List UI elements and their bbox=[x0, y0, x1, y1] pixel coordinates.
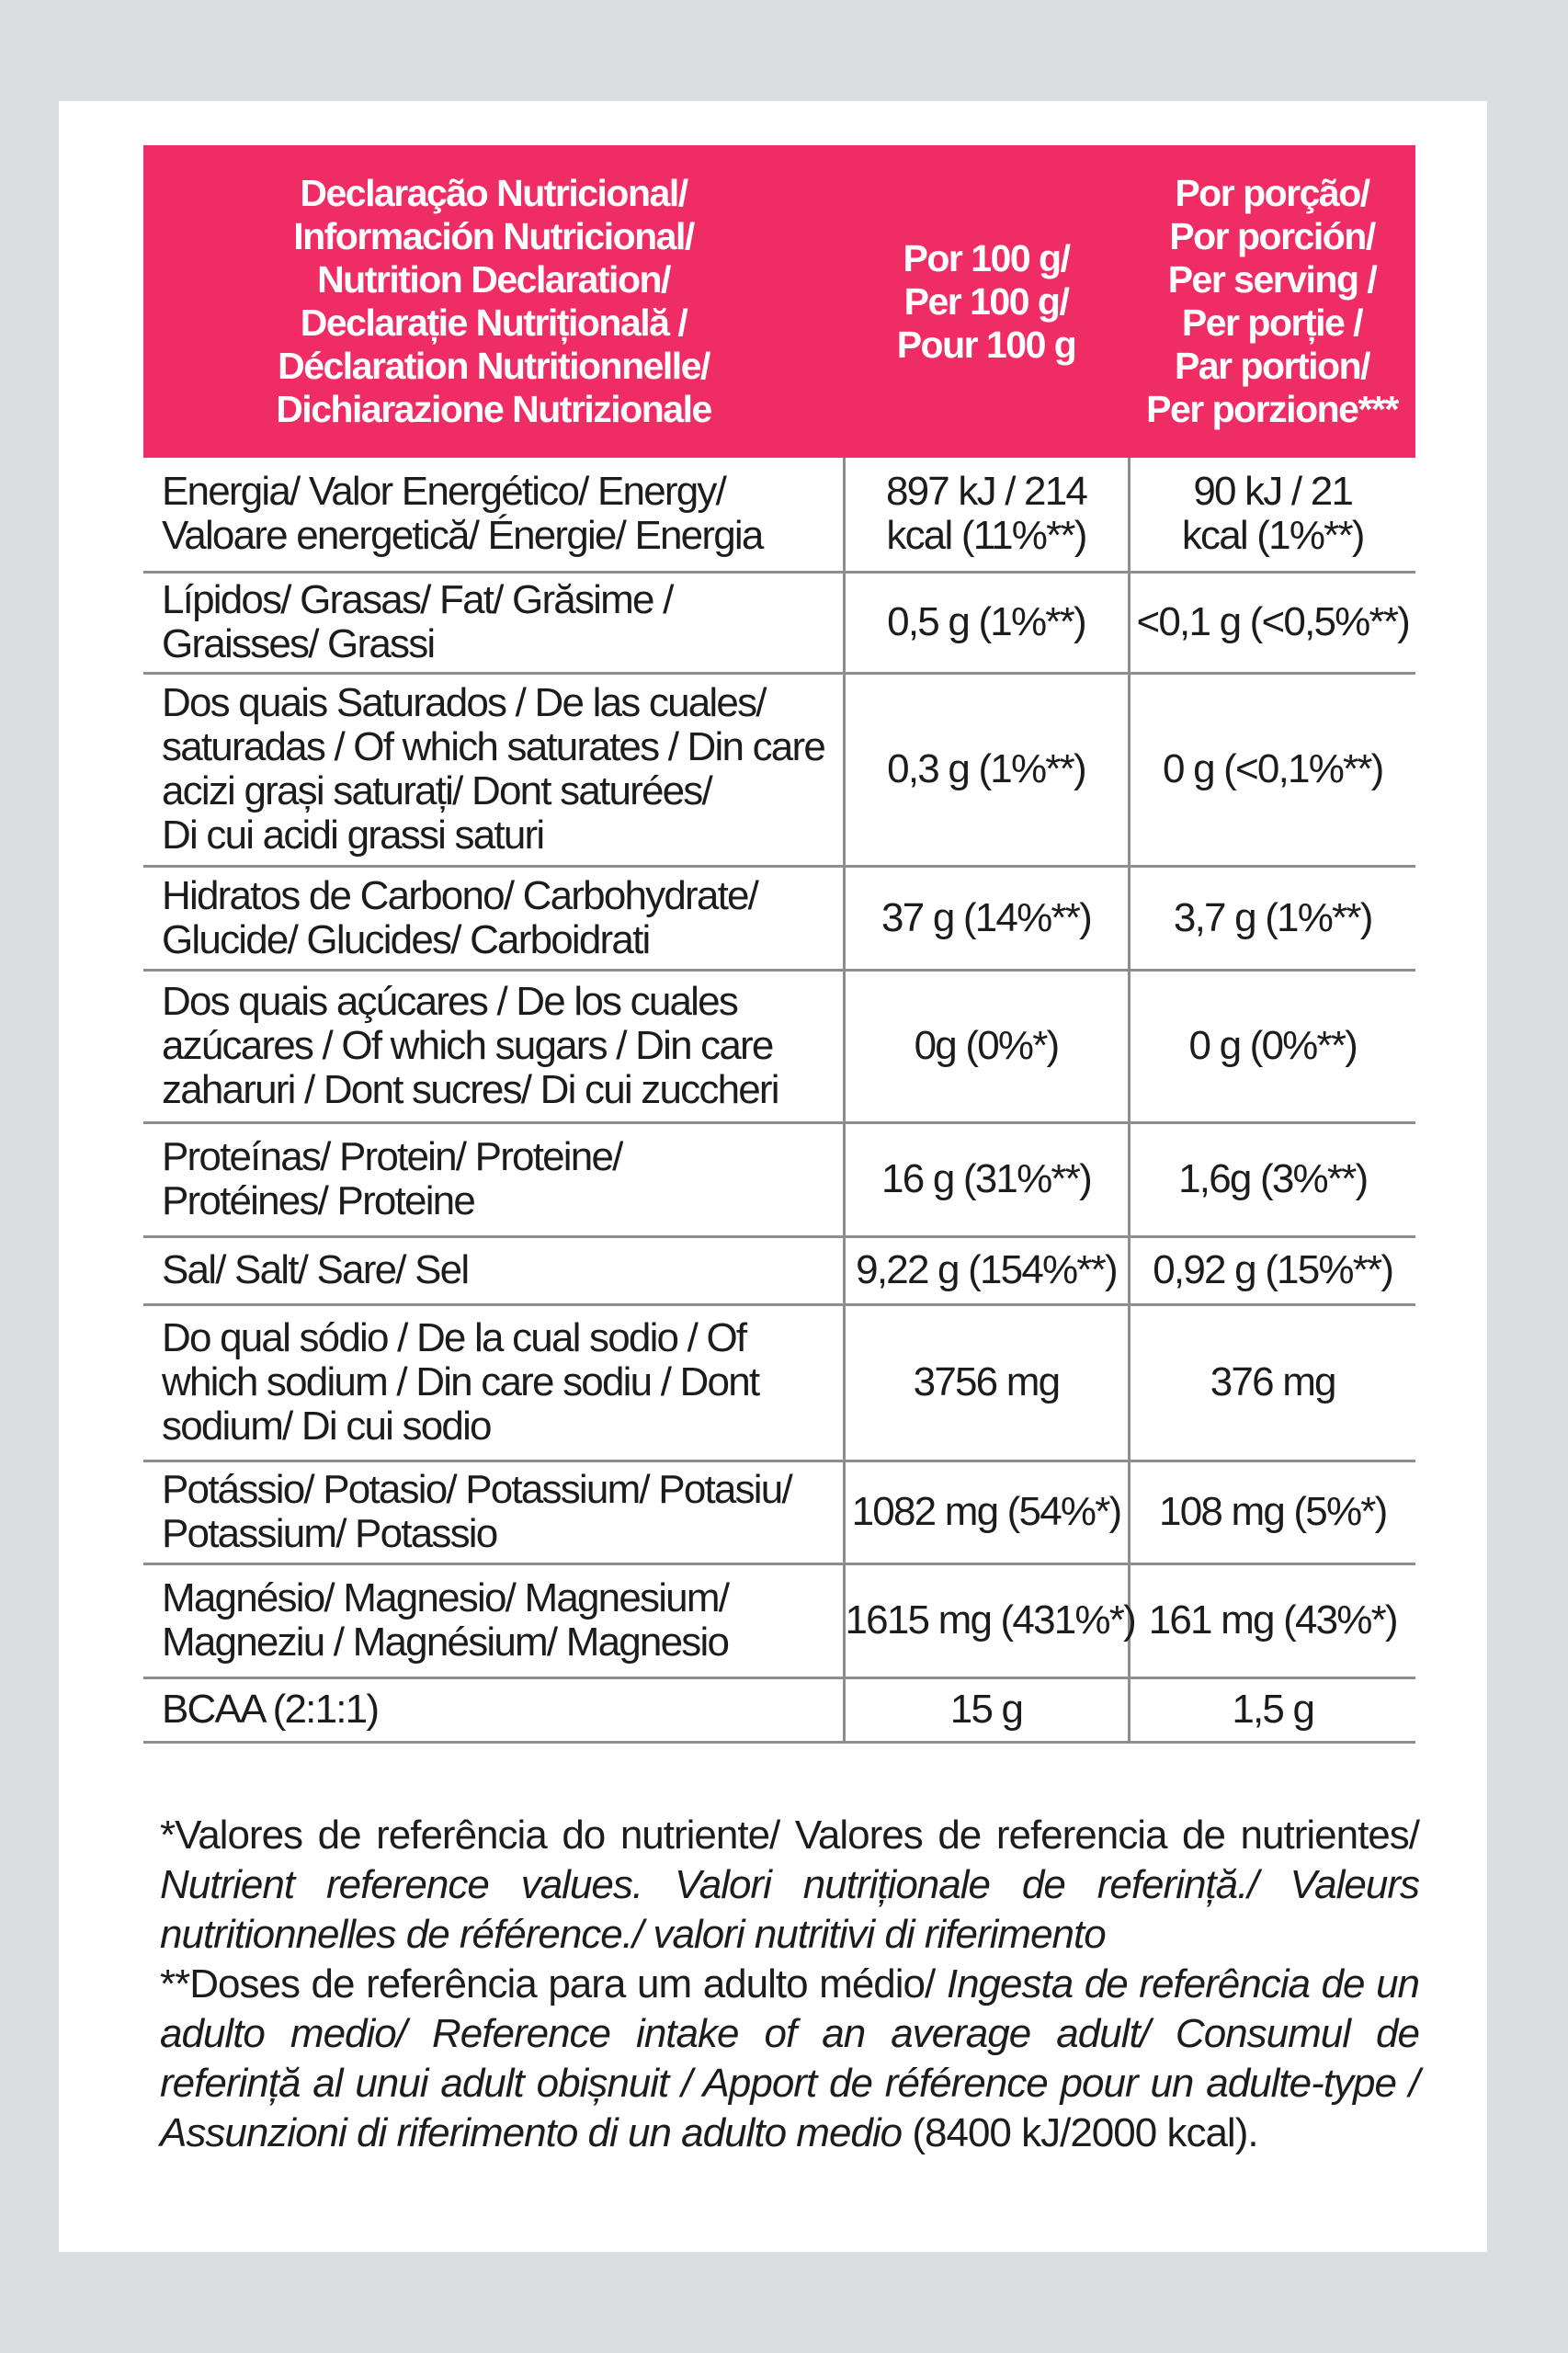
table-row bbox=[143, 458, 1415, 572]
header-nutrient bbox=[143, 145, 844, 458]
table-row bbox=[143, 1461, 1415, 1563]
header-line: Dichiarazione Nutrizionale bbox=[276, 388, 711, 430]
per-serving-cell bbox=[1129, 866, 1415, 970]
header-line: Información Nutricional/ bbox=[293, 215, 694, 257]
cell-line: Magnésio/ Magnesio/ Magnesium/ bbox=[162, 1575, 729, 1620]
cell-line: <0,1 g (<0,5%**) bbox=[1136, 599, 1410, 644]
per-100g-cell bbox=[844, 572, 1129, 673]
per-serving-cell bbox=[1129, 970, 1415, 1122]
header-per-serving bbox=[1129, 145, 1415, 458]
footnote-reference-intake bbox=[160, 1960, 1419, 2158]
nutrient-name-cell bbox=[143, 1461, 844, 1563]
per-100g-cell bbox=[844, 970, 1129, 1122]
nutrient-name-cell bbox=[143, 572, 844, 673]
header-line: Por porção/ bbox=[1175, 172, 1369, 214]
cell-line: Potassium/ Potassio bbox=[162, 1511, 497, 1556]
table-row bbox=[143, 970, 1415, 1122]
header-line: Declarație Nutrițională / bbox=[300, 301, 687, 344]
cell-line: 90 kJ / 21 bbox=[1193, 469, 1353, 515]
cell-line: Protéines/ Proteine bbox=[162, 1178, 475, 1223]
per-100g-cell bbox=[844, 1236, 1129, 1304]
nutrient-name-cell bbox=[143, 1236, 844, 1304]
per-serving-cell bbox=[1129, 458, 1415, 572]
cell-line: 108 mg (5%*) bbox=[1159, 1489, 1387, 1534]
nutrient-name-cell bbox=[143, 1304, 844, 1461]
nutrient-name-cell bbox=[143, 970, 844, 1122]
header-line: Per porzione*** bbox=[1146, 388, 1398, 430]
cell-line: which sodium / Din care sodiu / Dont bbox=[162, 1359, 759, 1404]
footnote-text: **Doses de referência para um adulto médio/ bbox=[160, 1961, 936, 2006]
table-row bbox=[143, 673, 1415, 866]
footnote-text: (8400 kJ/2000 kcal). bbox=[902, 2110, 1258, 2155]
per-100g-cell bbox=[844, 1122, 1129, 1236]
cell-line: Energia/ Valor Energético/ Energy/ bbox=[162, 469, 726, 515]
footnote-reference-values bbox=[160, 1811, 1419, 1960]
table-row bbox=[143, 1304, 1415, 1461]
cell-line: Potássio/ Potasio/ Potassium/ Potasiu/ bbox=[162, 1467, 791, 1512]
nutrient-name-cell bbox=[143, 1563, 844, 1677]
label-card bbox=[59, 101, 1487, 2252]
header-line: Par portion/ bbox=[1174, 345, 1370, 387]
cell-line: 0 g (0%**) bbox=[1188, 1023, 1358, 1068]
nutrition-table-wrapper bbox=[143, 145, 1415, 1744]
per-100g-cell bbox=[844, 1677, 1129, 1742]
per-100g-cell bbox=[844, 673, 1129, 866]
per-serving-cell bbox=[1129, 1677, 1415, 1742]
nutrient-name-cell bbox=[143, 458, 844, 572]
per-serving-cell bbox=[1129, 1461, 1415, 1563]
cell-line: Do qual sódio / De la cual sodio / Of bbox=[162, 1315, 746, 1360]
cell-line: 0g (0%*) bbox=[914, 1023, 1059, 1068]
cell-line: BCAA (2:1:1) bbox=[162, 1687, 379, 1732]
footnote-text-italic: Nutrient reference values. Valori nutriționale de referință./ Valeurs nutritionnelles de référence./ valori nutritivi di riferimento bbox=[160, 1862, 1419, 1957]
header-line: Por 100 g/ bbox=[903, 236, 1070, 279]
header-line: Por porción/ bbox=[1169, 215, 1375, 257]
cell-line: kcal (1%**) bbox=[1181, 513, 1364, 559]
cell-line: 0,3 g (1%**) bbox=[887, 746, 1085, 791]
cell-line: 1082 mg (54%*) bbox=[851, 1489, 1121, 1534]
nutrient-name-cell bbox=[143, 673, 844, 866]
cell-line: 9,22 g (154%**) bbox=[856, 1247, 1117, 1292]
nutrient-name-cell bbox=[143, 1122, 844, 1236]
per-100g-cell bbox=[844, 866, 1129, 970]
cell-line: 16 g (31%**) bbox=[881, 1156, 1091, 1201]
cell-line: 15 g bbox=[949, 1687, 1023, 1732]
cell-line: 3,7 g (1%**) bbox=[1173, 894, 1372, 940]
table-header-row bbox=[143, 145, 1415, 458]
cell-line: sodium/ Di cui sodio bbox=[162, 1404, 491, 1449]
per-100g-cell bbox=[844, 458, 1129, 572]
cell-line: 1,5 g bbox=[1232, 1687, 1314, 1732]
per-serving-cell bbox=[1129, 673, 1415, 866]
cell-line: 0,5 g (1%**) bbox=[887, 599, 1085, 644]
cell-line: 0,92 g (15%**) bbox=[1153, 1247, 1393, 1292]
header-line: Per serving / bbox=[1167, 258, 1377, 301]
cell-line: azúcares / Of which sugars / Din care bbox=[162, 1023, 773, 1068]
nutrition-table bbox=[143, 145, 1415, 1744]
header-line: Declaração Nutricional/ bbox=[300, 172, 687, 214]
cell-line: 1,6g (3%**) bbox=[1178, 1156, 1368, 1201]
cell-line: Valoare energetică/ Énergie/ Energia bbox=[162, 513, 763, 559]
header-line: Déclaration Nutritionnelle/ bbox=[278, 345, 710, 387]
table-row bbox=[143, 1236, 1415, 1304]
header-per-100g bbox=[844, 145, 1129, 458]
cell-line: Hidratos de Carbono/ Carbohydrate/ bbox=[162, 872, 758, 918]
cell-line: acizi grași saturați/ Dont saturées/ bbox=[162, 768, 711, 813]
cell-line: Sal/ Salt/ Sare/ Sel bbox=[162, 1247, 469, 1292]
nutrient-name-cell bbox=[143, 866, 844, 970]
cell-line: 37 g (14%**) bbox=[881, 894, 1091, 940]
cell-line: Dos quais açúcares / De los cuales bbox=[162, 979, 738, 1024]
cell-line: Magneziu / Magnésium/ Magnesio bbox=[162, 1620, 729, 1665]
footnote-text-italic: Ingesta de referência de un adulto medio/ Reference intake of an average adult/ Consumul de referință al unui adult obișnuit / Apport de référence pour un adulte-type / Assunzioni di riferimento di un adulto medio bbox=[160, 1961, 1420, 2155]
per-serving-cell bbox=[1129, 572, 1415, 673]
cell-line: 897 kJ / 214 bbox=[885, 469, 1087, 515]
per-100g-cell bbox=[844, 1304, 1129, 1461]
per-100g-cell bbox=[844, 1563, 1135, 1677]
table-row bbox=[143, 1122, 1415, 1236]
header-line: Per porție / bbox=[1181, 301, 1363, 344]
table-row bbox=[143, 1677, 1415, 1742]
nutrition-table-body bbox=[143, 458, 1415, 1742]
footnote-text: *Valores de referência do nutriente/ Valores de referencia de nutrientes/ bbox=[160, 1813, 1419, 1858]
table-row bbox=[143, 1563, 1415, 1677]
cell-line: kcal (11%**) bbox=[886, 513, 1086, 559]
cell-line: Lípidos/ Grasas/ Fat/ Grăsime / bbox=[162, 577, 673, 622]
header-line: Pour 100 g bbox=[896, 323, 1076, 366]
cell-line: Proteínas/ Protein/ Proteine/ bbox=[162, 1134, 622, 1179]
per-serving-cell bbox=[1129, 1122, 1415, 1236]
cell-line: Glucide/ Glucides/ Carboidrati bbox=[162, 916, 650, 962]
table-row bbox=[143, 572, 1415, 673]
per-serving-cell bbox=[1129, 1236, 1415, 1304]
cell-line: Dos quais Saturados / De las cuales/ bbox=[162, 680, 766, 725]
header-line: Nutrition Declaration/ bbox=[317, 258, 670, 301]
header-line: Per 100 g/ bbox=[903, 279, 1069, 323]
cell-line: 161 mg (43%*) bbox=[1148, 1597, 1397, 1643]
footnotes bbox=[160, 1811, 1419, 2158]
cell-line: 0 g (<0,1%**) bbox=[1162, 746, 1383, 791]
nutrient-name-cell bbox=[143, 1677, 844, 1742]
cell-line: 3756 mg bbox=[913, 1359, 1060, 1404]
per-100g-cell bbox=[844, 1461, 1129, 1563]
cell-line: Graisses/ Grassi bbox=[162, 621, 435, 666]
table-row bbox=[143, 866, 1415, 970]
cell-line: 1615 mg (431%*) bbox=[845, 1597, 1135, 1643]
cell-line: 376 mg bbox=[1210, 1359, 1335, 1404]
per-serving-cell bbox=[1129, 1563, 1415, 1677]
cell-line: zaharuri / Dont sucres/ Di cui zuccheri bbox=[162, 1067, 778, 1112]
cell-line: Di cui acidi grassi saturi bbox=[162, 813, 544, 858]
per-serving-cell bbox=[1129, 1304, 1415, 1461]
cell-line: saturadas / Of which saturates / Din care bbox=[162, 724, 824, 769]
